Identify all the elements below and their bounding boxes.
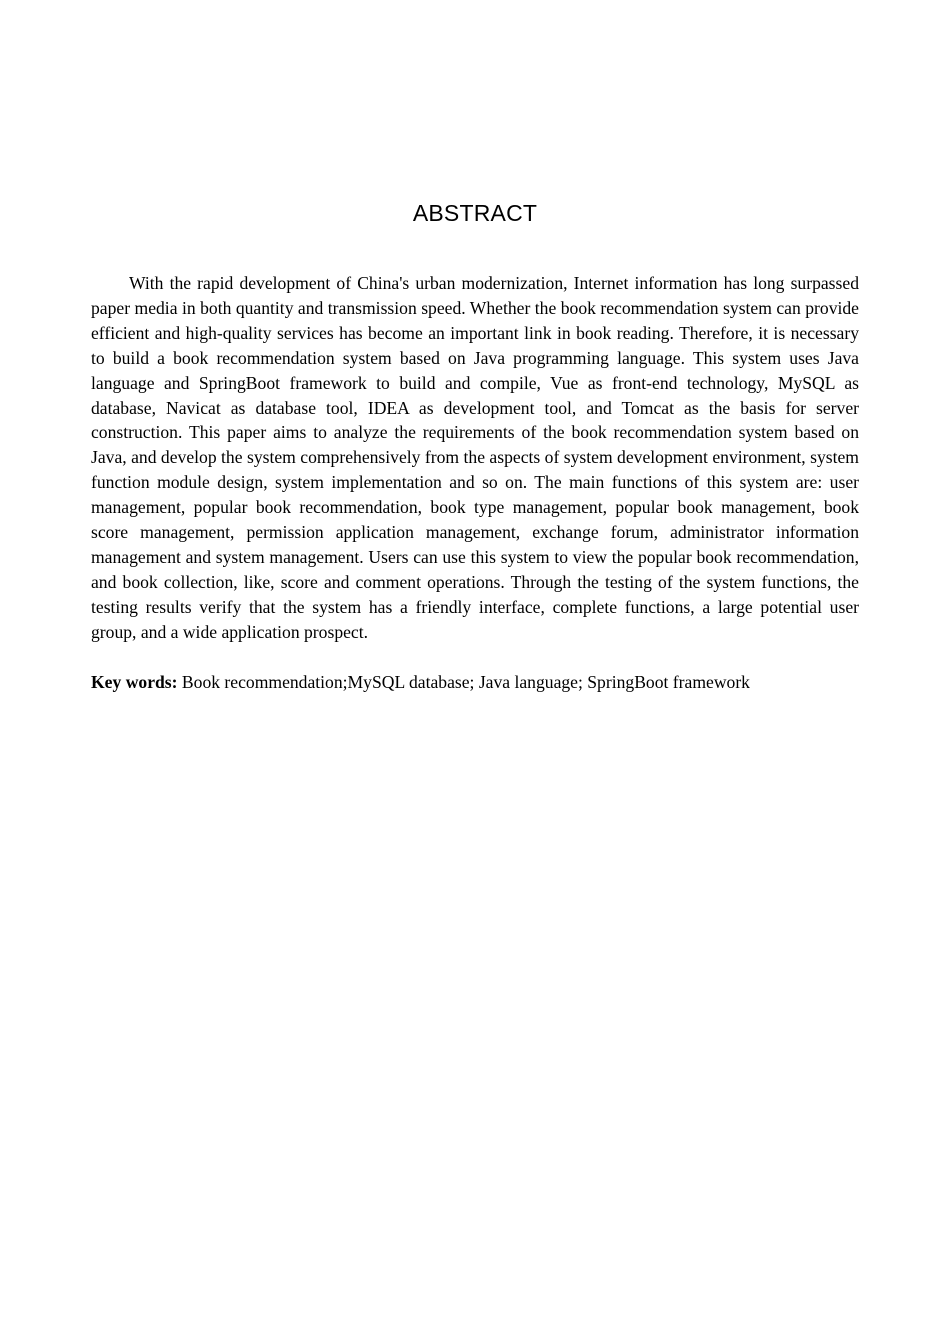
keywords-label: Key words:: [91, 672, 178, 692]
keywords-line: [91, 670, 891, 695]
keywords-list: Book recommendation;MySQL database; Java language; SpringBoot framework: [181, 672, 750, 692]
abstract-paragraph: With the rapid development of China's urban modernization, Internet information has long surpassed paper media in both quantity and transmission speed. Whether the book recommendation system can provide efficient and high-quality services has become an important link in book reading. Therefore, it is necessary to build a book recommendation system based on Java programming language. This system uses Java language and SpringBoot framework to build and compile, Vue as front-end technology, MySQL as database, Navicat as database tool, IDEA as development tool, and Tomcat as the basis for server construction. This paper aims to analyze the requirements of the book recommendation system based on Java, and develop the system comprehensively from the aspects of system development environment, system function module design, system implementation and so on. The main functions of this system are: user management, popular book recommendation, book type management, popular book management, book score management, permission application management, exchange forum, administrator information management and system management. Users can use this system to view the popular book recommendation, and book collection, like, score and comment operations. Through the testing of the system functions, the testing results verify that the system has a friendly interface, complete functions, a large potential user group, and a wide application prospect.: [91, 273, 859, 642]
page-title: ABSTRACT: [412, 200, 538, 226]
